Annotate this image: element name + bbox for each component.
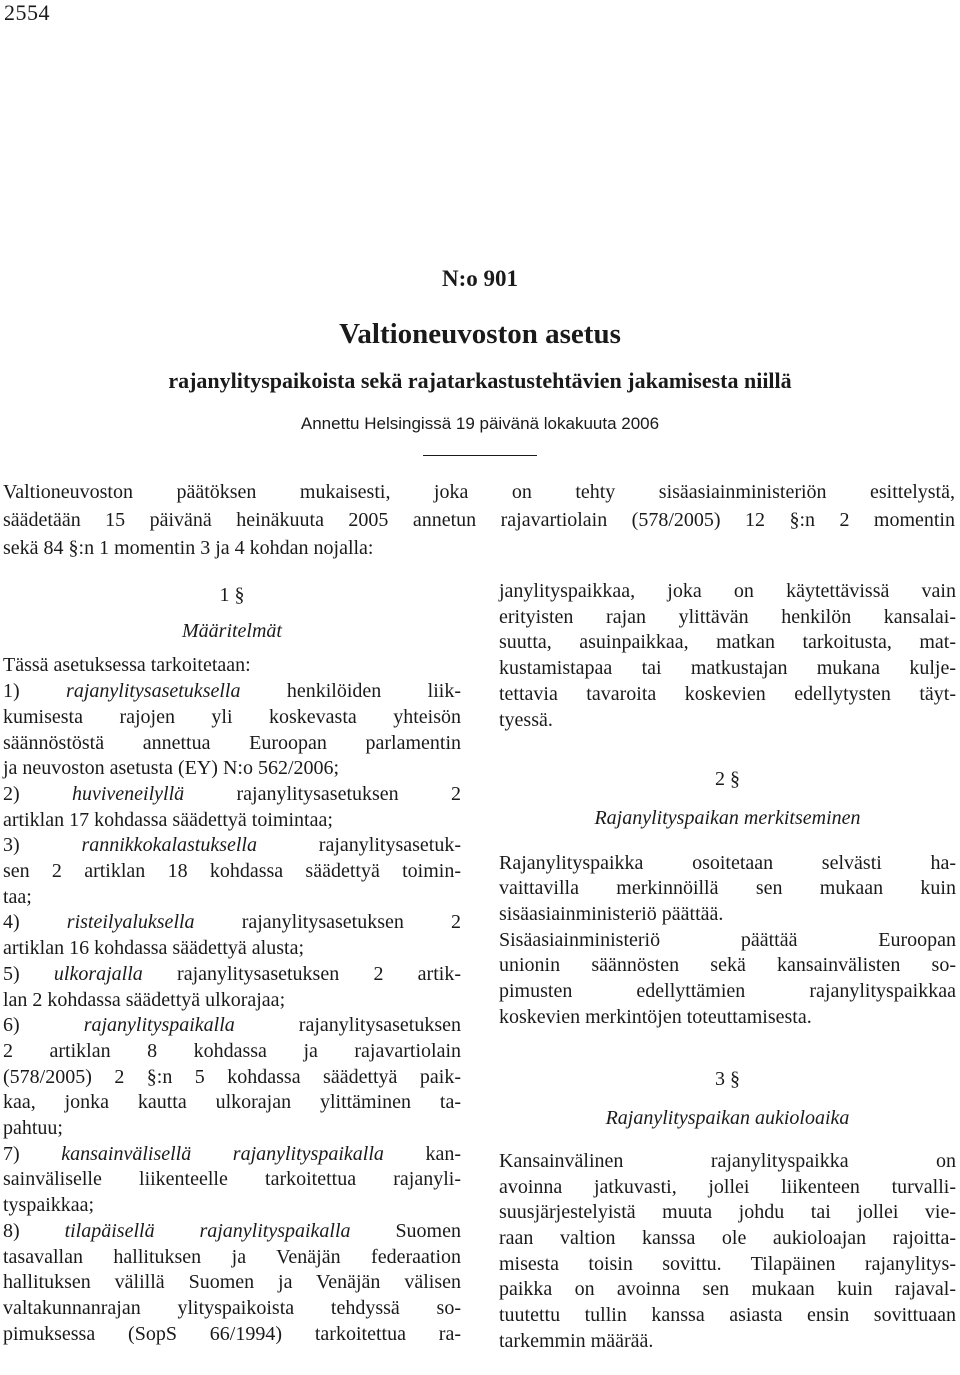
paragraph-line: kustamistapaa tai matkustajan mukana kulje- xyxy=(499,657,956,680)
section-2-paragraph-2 xyxy=(499,928,956,1031)
paragraph-line: tettavia tavaroita koskevien edellytysten täyt- xyxy=(499,682,956,705)
definition-line xyxy=(3,679,461,705)
definitions-list xyxy=(3,679,461,1347)
definition-line xyxy=(3,1296,461,1322)
definition-text: (578/2005) 2 §:n 5 kohdassa säädettyä paik- xyxy=(3,1065,461,1088)
definition-text: sainväliselle liikenteelle tarkoitettua rajanyli- xyxy=(3,1168,461,1191)
paragraph-line: suutta, asuinpaikkaa, matkan tarkoitusta, mat- xyxy=(499,631,956,654)
definition-text: rajanylitysasetuksen 2 xyxy=(194,911,461,934)
section-3-title: Rajanylityspaikan aukioloaika xyxy=(605,1107,850,1130)
right-column xyxy=(499,579,956,1355)
definition-line xyxy=(3,1116,461,1142)
definition-line xyxy=(3,808,461,834)
definitions-intro: Tässä asetuksessa tarkoitetaan: xyxy=(3,654,251,677)
definition-text: tyspaikkaa; xyxy=(3,1194,95,1217)
left-column xyxy=(3,578,461,1347)
defined-term: tilapäisellä rajanylityspaikalla xyxy=(64,1219,351,1242)
definition-text: rajanylitysasetuksen 2 artik- xyxy=(142,962,461,985)
decree-number: N:o 901 xyxy=(441,266,519,291)
definition-text: lan 2 kohdassa säädettyä ulkorajaa; xyxy=(3,988,286,1011)
paragraph-line: raan valtion kanssa ole aukioloajan rajoitta- xyxy=(499,1227,956,1250)
definition-text: 4) xyxy=(3,911,67,934)
definition-line xyxy=(3,1193,461,1219)
definition-text: 3) xyxy=(3,834,82,857)
definition-text: rajanylitysasetuksen 2 xyxy=(184,782,461,805)
paragraph-line: tuutettu tullin kanssa asiasta ensin sovittuaan xyxy=(499,1304,956,1327)
issued-date-line: Annettu Helsingissä 19 päivänä lokakuuta 2006 xyxy=(300,414,660,433)
definition-line xyxy=(3,1065,461,1091)
defined-term: rannikkokalastuksella xyxy=(81,834,257,857)
definition-text: 1) xyxy=(3,680,67,703)
definition-text: sen 2 artiklan 18 kohdassa säädettyä toimin- xyxy=(3,860,461,883)
section-1-title: Määritelmät xyxy=(182,619,282,642)
paragraph-line: Kansainvälinen rajanylityspaikka on xyxy=(499,1149,956,1172)
paragraph-line: Rajanylityspaikka osoitetaan selvästi ha- xyxy=(499,851,956,874)
definition-text: rajanylitysasetuksen xyxy=(234,1014,461,1037)
paragraph-line: sisäasiainministeriö päättää. xyxy=(499,903,724,926)
definition-text: artiklan 16 kohdassa säädettyä alusta; xyxy=(3,937,305,960)
definition-text: kaa, jonka kautta ulkorajan ylittäminen ta- xyxy=(3,1091,461,1114)
definition-text: Suomen xyxy=(350,1219,461,1242)
definition-line xyxy=(3,885,461,911)
defined-term: rajanylitysasetuksella xyxy=(66,680,241,703)
defined-term: ulkorajalla xyxy=(53,962,143,985)
defined-term: risteilyaluksella xyxy=(66,911,195,934)
preamble-line: sekä 84 §:n 1 momentin 3 ja 4 kohdan nojalla: xyxy=(3,537,374,559)
definition-text: valtakunnanrajan ylityspaikoista tehdyssä so- xyxy=(3,1296,461,1319)
definition-text: hallituksen välillä Suomen ja Venäjän välisen xyxy=(3,1271,461,1294)
definition-text: pahtuu; xyxy=(3,1117,63,1140)
paragraph-line: Sisäasiainministeriö päättää Euroopan xyxy=(499,928,956,951)
definition-line xyxy=(3,782,461,808)
definition-line xyxy=(3,833,461,859)
definition-line xyxy=(3,731,461,757)
definition-line xyxy=(3,705,461,731)
paragraph-line: paikka on avoinna sen mukaan kuin rajaval- xyxy=(499,1278,956,1301)
definition-text: 7) xyxy=(3,1142,62,1165)
defined-term: huviveneilyllä xyxy=(71,782,185,805)
paragraph-line: misesta toisin sovittu. Tilapäinen rajanylitys- xyxy=(499,1252,956,1275)
paragraph-line: suusjärjestelyistä muuta johdu tai jollei vie- xyxy=(499,1201,956,1224)
paragraph-line: unionin säännösten sekä kansainvälisten so- xyxy=(499,954,956,977)
definition-line xyxy=(3,988,461,1014)
section-2-paragraph-1 xyxy=(499,851,956,928)
section-2-number: 2 § xyxy=(715,768,740,791)
definition-line xyxy=(3,1013,461,1039)
definition-text: tasavallan hallituksen ja Venäjän federaation xyxy=(3,1245,461,1268)
page-number: 2554 xyxy=(4,0,50,25)
definition-text: kumisesta rajojen yli koskevasta yhteisön xyxy=(3,705,461,728)
definition-text: rajanylitysasetuk- xyxy=(257,834,461,857)
section-1-number: 1 § xyxy=(219,584,245,606)
section-1-continuation xyxy=(499,579,956,733)
definition-line xyxy=(3,1245,461,1271)
paragraph-line: vaittavilla merkinnöillä sen mukaan kuin xyxy=(499,877,956,900)
definition-text: 8) xyxy=(3,1219,65,1242)
preamble-line: Valtioneuvoston päätöksen mukaisesti, joka on tehty sisäasiainministeriön esittelystä, xyxy=(3,481,955,503)
definition-text: säännöstöstä annettua Euroopan parlamentin xyxy=(3,731,461,754)
decree-subtitle: rajanylityspaikoista sekä rajatarkastustehtävien jakamisesta niillä xyxy=(168,368,792,393)
preamble xyxy=(3,478,955,562)
definition-text: kan- xyxy=(383,1142,461,1165)
definition-text: 2) xyxy=(3,782,72,805)
definition-text: ja neuvoston asetusta (EY) N:o 562/2006; xyxy=(3,757,340,780)
definition-line xyxy=(3,1142,461,1168)
section-3-paragraph-1 xyxy=(499,1149,956,1355)
definition-text: henkilöiden liik- xyxy=(240,680,461,703)
decree-title: Valtioneuvoston asetus xyxy=(339,318,621,350)
header-divider xyxy=(423,455,537,456)
paragraph-line: tyessä. xyxy=(499,708,553,731)
definition-line xyxy=(3,1219,461,1245)
definition-line xyxy=(3,1039,461,1065)
defined-term: rajanylityspaikalla xyxy=(83,1014,235,1037)
definition-line xyxy=(3,1270,461,1296)
definition-text: 6) xyxy=(3,1014,84,1037)
definition-text: 2 artiklan 8 kohdassa ja rajavartiolain xyxy=(3,1039,461,1062)
definition-line xyxy=(3,1090,461,1116)
definition-line xyxy=(3,962,461,988)
paragraph-line: erityisten rajan ylittävän henkilön kansalai- xyxy=(499,605,956,628)
definition-text: artiklan 17 kohdassa säädettyä toimintaa; xyxy=(3,808,333,831)
defined-term: kansainvälisellä rajanylityspaikalla xyxy=(61,1142,384,1165)
section-3-number: 3 § xyxy=(715,1067,740,1090)
paragraph-line: janylityspaikkaa, joka on käytettävissä vain xyxy=(499,580,956,602)
definition-line xyxy=(3,756,461,782)
definition-text: taa; xyxy=(3,885,32,908)
paragraph-line: koskevien merkintöjen toteuttamisesta. xyxy=(499,1005,812,1028)
definition-line xyxy=(3,910,461,936)
definition-line xyxy=(3,859,461,885)
definition-line xyxy=(3,1322,461,1348)
definition-text: 5) xyxy=(3,962,54,985)
preamble-line: säädetään 15 päivänä heinäkuuta 2005 annetun rajavartiolain (578/2005) 12 §:n 2 momentin xyxy=(3,509,955,531)
definition-line xyxy=(3,936,461,962)
definition-text: pimuksessa (SopS 66/1994) tarkoitettua ra- xyxy=(3,1322,461,1345)
paragraph-line: pimusten edellyttämien rajanylityspaikkaa xyxy=(499,980,956,1003)
paragraph-line: tarkemmin määrää. xyxy=(499,1329,654,1352)
definition-line xyxy=(3,1167,461,1193)
paragraph-line: avoinna jatkuvasti, jollei liikenteen turvalli- xyxy=(499,1175,956,1198)
section-2-title: Rajanylityspaikan merkitseminen xyxy=(594,806,861,829)
